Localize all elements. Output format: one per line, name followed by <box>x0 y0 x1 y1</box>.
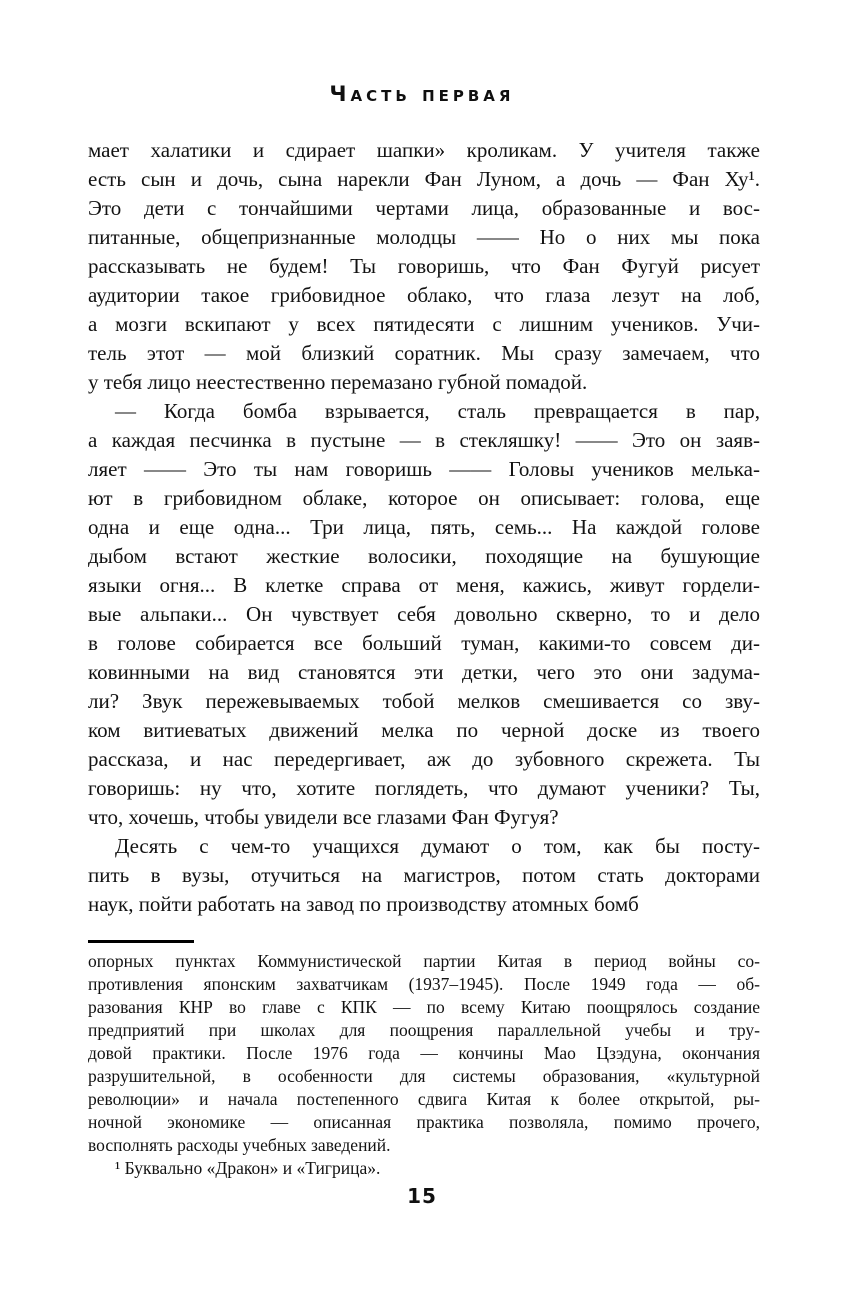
paragraph <box>88 832 760 919</box>
text-line: ют в грибовидном облаке, которое он описывает: голова, еще <box>88 486 760 510</box>
text-line: наук, пойти работать на завод по производству атомных бомб <box>88 892 639 916</box>
text-line: довой практики. После 1976 года — кончины Мао Цзэдуна, окончания <box>88 1043 760 1063</box>
text-line: разрушительной, в особенности для системы образования, «культурной <box>88 1066 760 1086</box>
text-line: ли? Звук пережевываемых тобой мелков смешивается со зву- <box>88 689 760 713</box>
text-line: рассказа, и нас передергивает, аж до зубовного скрежета. Ты <box>88 747 760 771</box>
text-line: а каждая песчинка в пустыне — в стекляшку! —— Это он заяв- <box>88 428 760 452</box>
paragraph <box>88 950 760 1157</box>
text-line: вые альпаки... Он чувствует себя довольно скверно, то и дело <box>88 602 760 626</box>
footnote-text <box>88 950 760 1180</box>
text-line: ¹ Буквально «Дракон» и «Тигрица». <box>115 1158 381 1178</box>
text-line: пить в вузы, отучиться на магистров, потом стать докторами <box>88 863 760 887</box>
text-line: противления японским захватчикам (1937–1945). После 1949 года — об- <box>88 974 760 994</box>
text-line: дыбом встают жесткие волосики, походящие на бушующие <box>88 544 760 568</box>
text-line: разования КНР во главе с КПК — по всему Китаю поощрялось создание <box>88 997 760 1017</box>
text-line: восполнять расходы учебных заведений. <box>88 1135 391 1155</box>
text-line: Десять с чем-то учащихся думают о том, как бы посту- <box>115 834 760 858</box>
paragraph <box>88 397 760 832</box>
text-line: языки огня... В клетке справа от меня, кажись, живут гордели- <box>88 573 760 597</box>
text-line: есть сын и дочь, сына нарекли Фан Луном, а дочь — Фан Ху¹. <box>88 167 760 191</box>
section-header: Часть первая <box>329 82 515 106</box>
text-line: ночной экономике — описанная практика позволяла, помимо прочего, <box>88 1112 760 1132</box>
text-line: ком витиеватых движений мелка по черной доске из твоего <box>88 718 760 742</box>
text-line: опорных пунктах Коммунистической партии Китая в период войны со- <box>88 951 760 971</box>
footnote-separator-rule <box>88 940 194 943</box>
text-line: у тебя лицо неестественно перемазано губной помадой. <box>88 370 588 394</box>
text-line: ляет —— Это ты нам говоришь —— Головы учеников мелька- <box>88 457 760 481</box>
text-line: мает халатики и сдирает шапки» кроликам. У учителя также <box>88 138 760 162</box>
text-line: что, хочешь, чтобы увидели все глазами Фан Фугуя? <box>88 805 559 829</box>
text-line: тель этот — мой близкий соратник. Мы сразу замечаем, что <box>88 341 760 365</box>
paragraph <box>88 136 760 397</box>
text-line: — Когда бомба взрывается, сталь превращается в пар, <box>115 399 760 423</box>
text-line: Это дети с тончайшими чертами лица, образованные и вос- <box>88 196 760 220</box>
text-line: одна и еще одна... Три лица, пять, семь... На каждой голове <box>88 515 760 539</box>
paragraph <box>88 1157 760 1180</box>
body-text <box>88 136 760 919</box>
text-line: революции» и начала постепенного сдвига Китая к более открытой, ры- <box>88 1089 760 1109</box>
text-line: аудитории такое грибовидное облако, что глаза лезут на лоб, <box>88 283 760 307</box>
text-line: говоришь: ну что, хотите поглядеть, что думают ученики? Ты, <box>88 776 760 800</box>
text-line: питанные, общепризнанные молодцы —— Но о них мы пока <box>88 225 760 249</box>
text-line: рассказывать не будем! Ты говоришь, что Фан Фугуй рисует <box>88 254 760 278</box>
text-line: а мозги вскипают у всех пятидесяти с лишним учеников. Учи- <box>88 312 760 336</box>
text-line: в голове собирается все больший туман, какими-то совсем ди- <box>88 631 760 655</box>
text-line: предприятий при школах для поощрения параллельной учебы и тру- <box>88 1020 760 1040</box>
page-number: 15 <box>407 1184 437 1208</box>
text-line: ковинными на вид становятся эти детки, чего это они задума- <box>88 660 760 684</box>
